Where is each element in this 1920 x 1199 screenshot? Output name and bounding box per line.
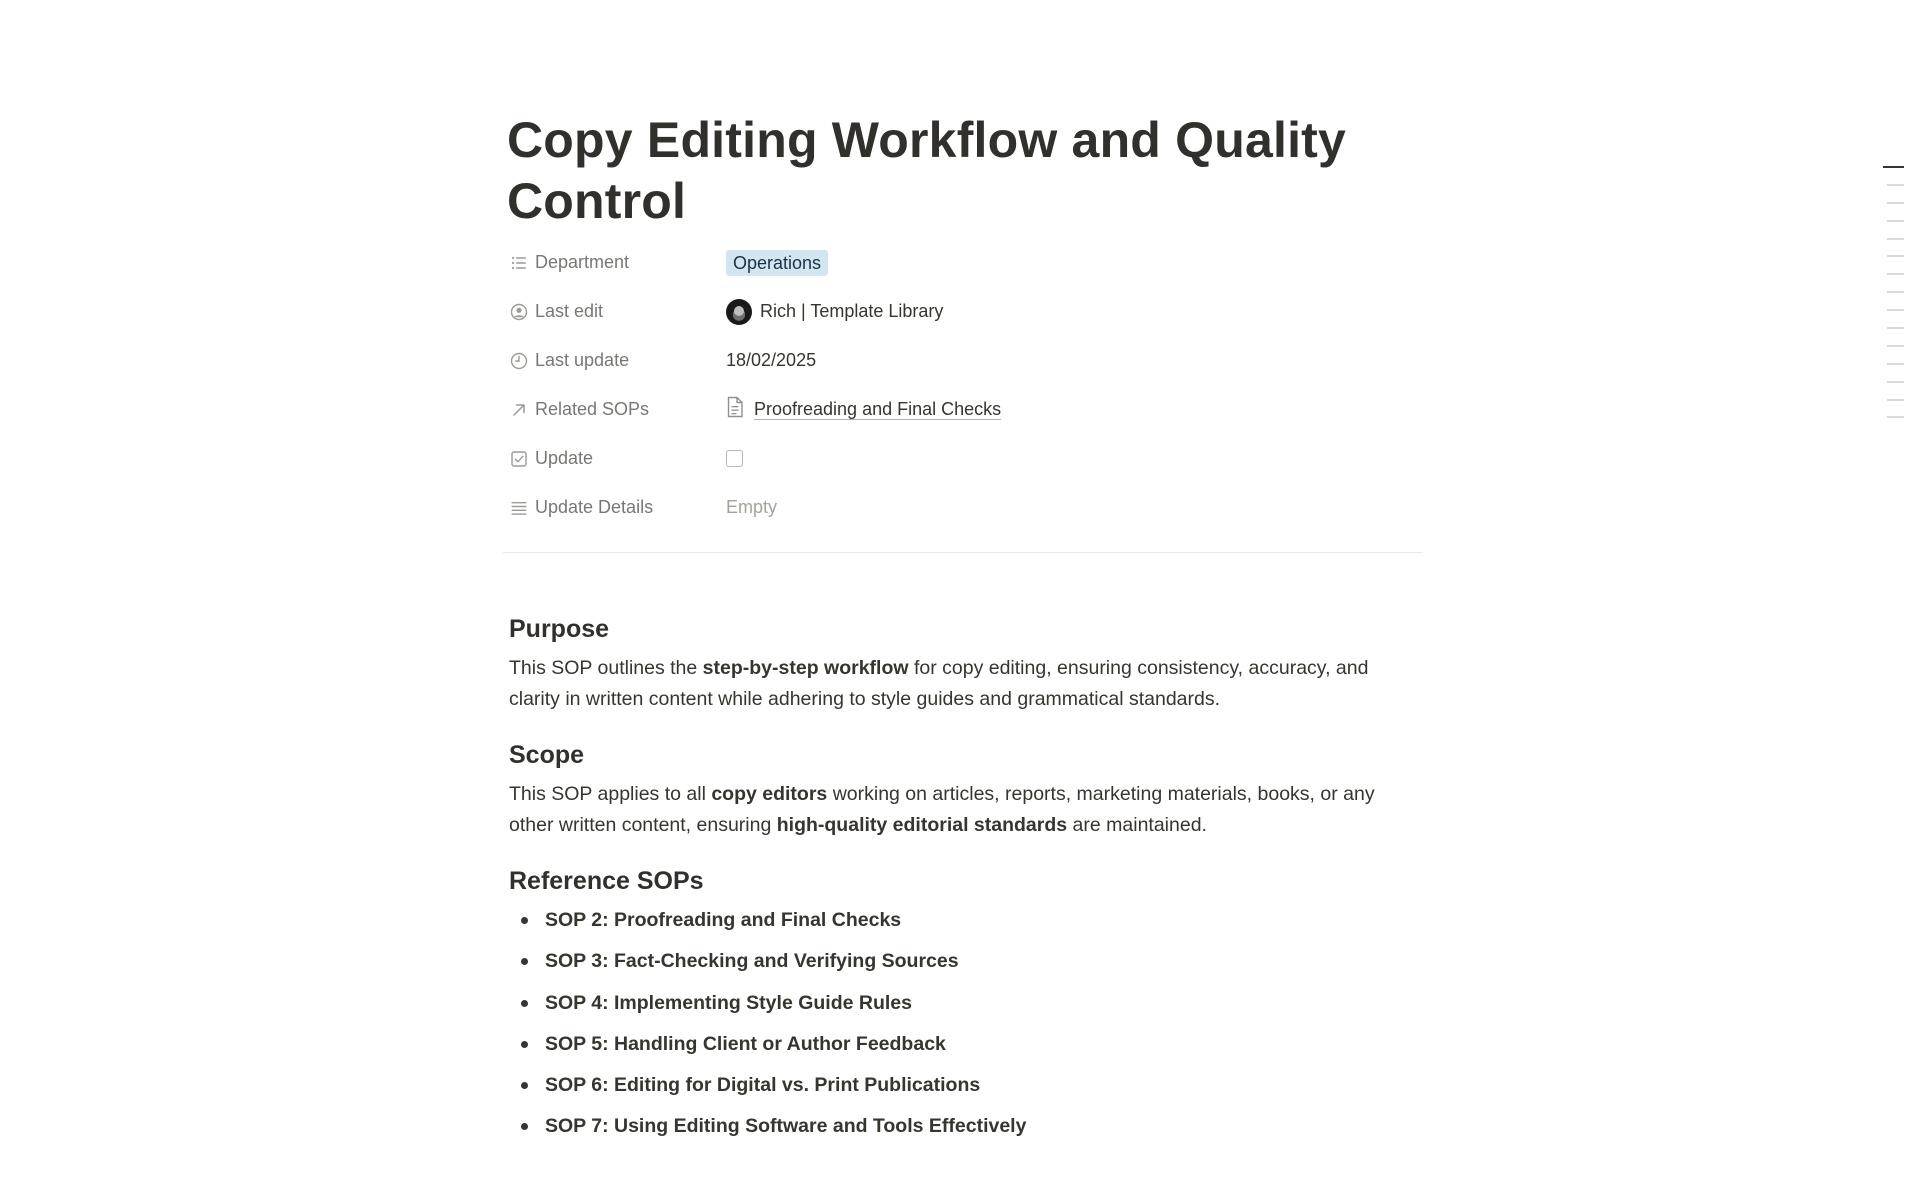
update-checkbox[interactable] xyxy=(726,450,743,467)
property-label: Department xyxy=(535,252,630,272)
toc-line[interactable] xyxy=(1887,238,1904,240)
checkbox-icon xyxy=(509,449,529,469)
list-item-text: SOP 3: Fact-Checking and Verifying Sources xyxy=(545,950,959,973)
toc-line[interactable] xyxy=(1887,220,1904,222)
toc-line[interactable] xyxy=(1887,202,1904,204)
toc-line[interactable] xyxy=(1887,309,1904,311)
avatar xyxy=(726,299,752,325)
last-edit-user: Rich | Template Library xyxy=(760,301,944,321)
toc-line[interactable] xyxy=(1887,345,1904,347)
bullet-dot xyxy=(521,1041,528,1048)
clock-icon xyxy=(509,351,529,371)
property-last-update[interactable] xyxy=(509,336,1421,385)
list-item[interactable] xyxy=(509,1111,1421,1152)
list-item-text: SOP 2: Proofreading and Final Checks xyxy=(545,909,902,931)
property-value-related-sops[interactable] xyxy=(726,396,1001,423)
toc-line[interactable] xyxy=(1887,184,1904,186)
properties-panel xyxy=(509,238,1421,532)
scope-paragraph[interactable] xyxy=(509,779,1421,841)
related-page-title[interactable]: Proofreading and Final Checks xyxy=(754,399,1002,419)
bullet-dot xyxy=(521,1123,528,1130)
toc-line[interactable] xyxy=(1887,273,1904,275)
property-name-update-details[interactable] xyxy=(509,497,726,518)
bullet-dot xyxy=(521,958,528,965)
property-name-department[interactable] xyxy=(509,252,726,273)
property-name-last-edit[interactable] xyxy=(509,301,726,322)
property-name-last-update[interactable] xyxy=(509,350,726,371)
list-item-text: SOP 7: Using Editing Software and Tools Effectively xyxy=(545,1115,1027,1138)
scope-text-1: This SOP applies to all xyxy=(509,783,712,805)
update-details-placeholder[interactable]: Empty xyxy=(726,497,778,517)
last-update-date: 18/02/2025 xyxy=(726,350,817,370)
property-label: Update xyxy=(535,448,594,468)
scope-text-3: are maintained. xyxy=(1067,814,1207,836)
property-label: Update Details xyxy=(535,497,654,517)
related-page-link[interactable] xyxy=(726,396,1001,423)
department-tag[interactable]: Operations xyxy=(726,250,828,276)
bullet-dot xyxy=(521,917,528,924)
heading-purpose[interactable]: Purpose xyxy=(509,615,610,643)
property-value-department[interactable] xyxy=(726,250,828,276)
list-item[interactable] xyxy=(509,1070,1421,1111)
property-update-details[interactable] xyxy=(509,483,1421,532)
property-value-update-details[interactable] xyxy=(726,497,777,518)
page-content xyxy=(509,110,1421,1153)
list-item[interactable] xyxy=(509,946,1421,987)
arrow-up-right-icon xyxy=(509,400,529,420)
property-label: Last update xyxy=(535,350,630,370)
document-icon xyxy=(726,396,744,423)
purpose-text-2: for copy editing, ensuring consistency, accuracy, and clarity in written content while adhering to style guides and grammatical standards. xyxy=(509,657,1369,710)
property-label: Related SOPs xyxy=(535,399,650,419)
bullet-dot xyxy=(521,1000,528,1007)
toc-line[interactable] xyxy=(1887,327,1904,329)
heading-scope[interactable]: Scope xyxy=(509,741,585,769)
list-item-text: SOP 5: Handling Client or Author Feedback xyxy=(545,1032,946,1055)
properties-divider xyxy=(503,552,1423,553)
scope-bold-2: high-quality editorial standards xyxy=(776,814,1068,836)
toc-line[interactable] xyxy=(1887,255,1904,257)
page-title[interactable]: Copy Editing Workflow and Quality Control xyxy=(507,112,1347,229)
reference-sops-list xyxy=(509,905,1421,1153)
property-value-update[interactable] xyxy=(726,450,743,467)
property-update[interactable] xyxy=(509,434,1421,483)
heading-reference-sops[interactable]: Reference SOPs xyxy=(509,867,704,895)
property-label: Last edit xyxy=(535,301,604,321)
text-lines-icon xyxy=(509,498,529,518)
scope-text-2: working on articles, reports, marketing materials, books, or any other written content, ensuring xyxy=(509,783,1375,836)
property-name-related-sops[interactable] xyxy=(509,399,726,420)
person-circle-icon xyxy=(509,302,529,322)
property-related-sops[interactable] xyxy=(509,385,1421,434)
list-item-text: SOP 6: Editing for Digital vs. Print Publications xyxy=(545,1074,981,1097)
property-value-last-update[interactable] xyxy=(726,350,816,371)
list-item[interactable] xyxy=(509,905,1421,946)
purpose-bold: step-by-step workflow xyxy=(702,657,909,679)
toc-line[interactable] xyxy=(1887,399,1904,401)
toc-line[interactable] xyxy=(1887,416,1904,418)
list-icon xyxy=(509,253,529,273)
property-value-last-edit[interactable] xyxy=(726,299,943,325)
list-item-text: SOP 4: Implementing Style Guide Rules xyxy=(545,991,912,1014)
toc-line[interactable] xyxy=(1887,291,1904,293)
property-last-edit[interactable] xyxy=(509,287,1421,336)
scope-bold-1: copy editors xyxy=(711,783,828,805)
toc-line[interactable] xyxy=(1887,381,1904,383)
toc-line[interactable] xyxy=(1883,166,1904,168)
property-name-update[interactable] xyxy=(509,448,726,469)
bullet-dot xyxy=(521,1082,528,1089)
table-of-contents-minimap[interactable] xyxy=(1883,166,1904,434)
purpose-text-1: This SOP outlines the xyxy=(509,657,703,679)
toc-line[interactable] xyxy=(1887,363,1904,365)
property-department[interactable] xyxy=(509,238,1421,287)
purpose-paragraph[interactable] xyxy=(509,653,1421,715)
list-item[interactable] xyxy=(509,988,1421,1029)
list-item[interactable] xyxy=(509,1029,1421,1070)
